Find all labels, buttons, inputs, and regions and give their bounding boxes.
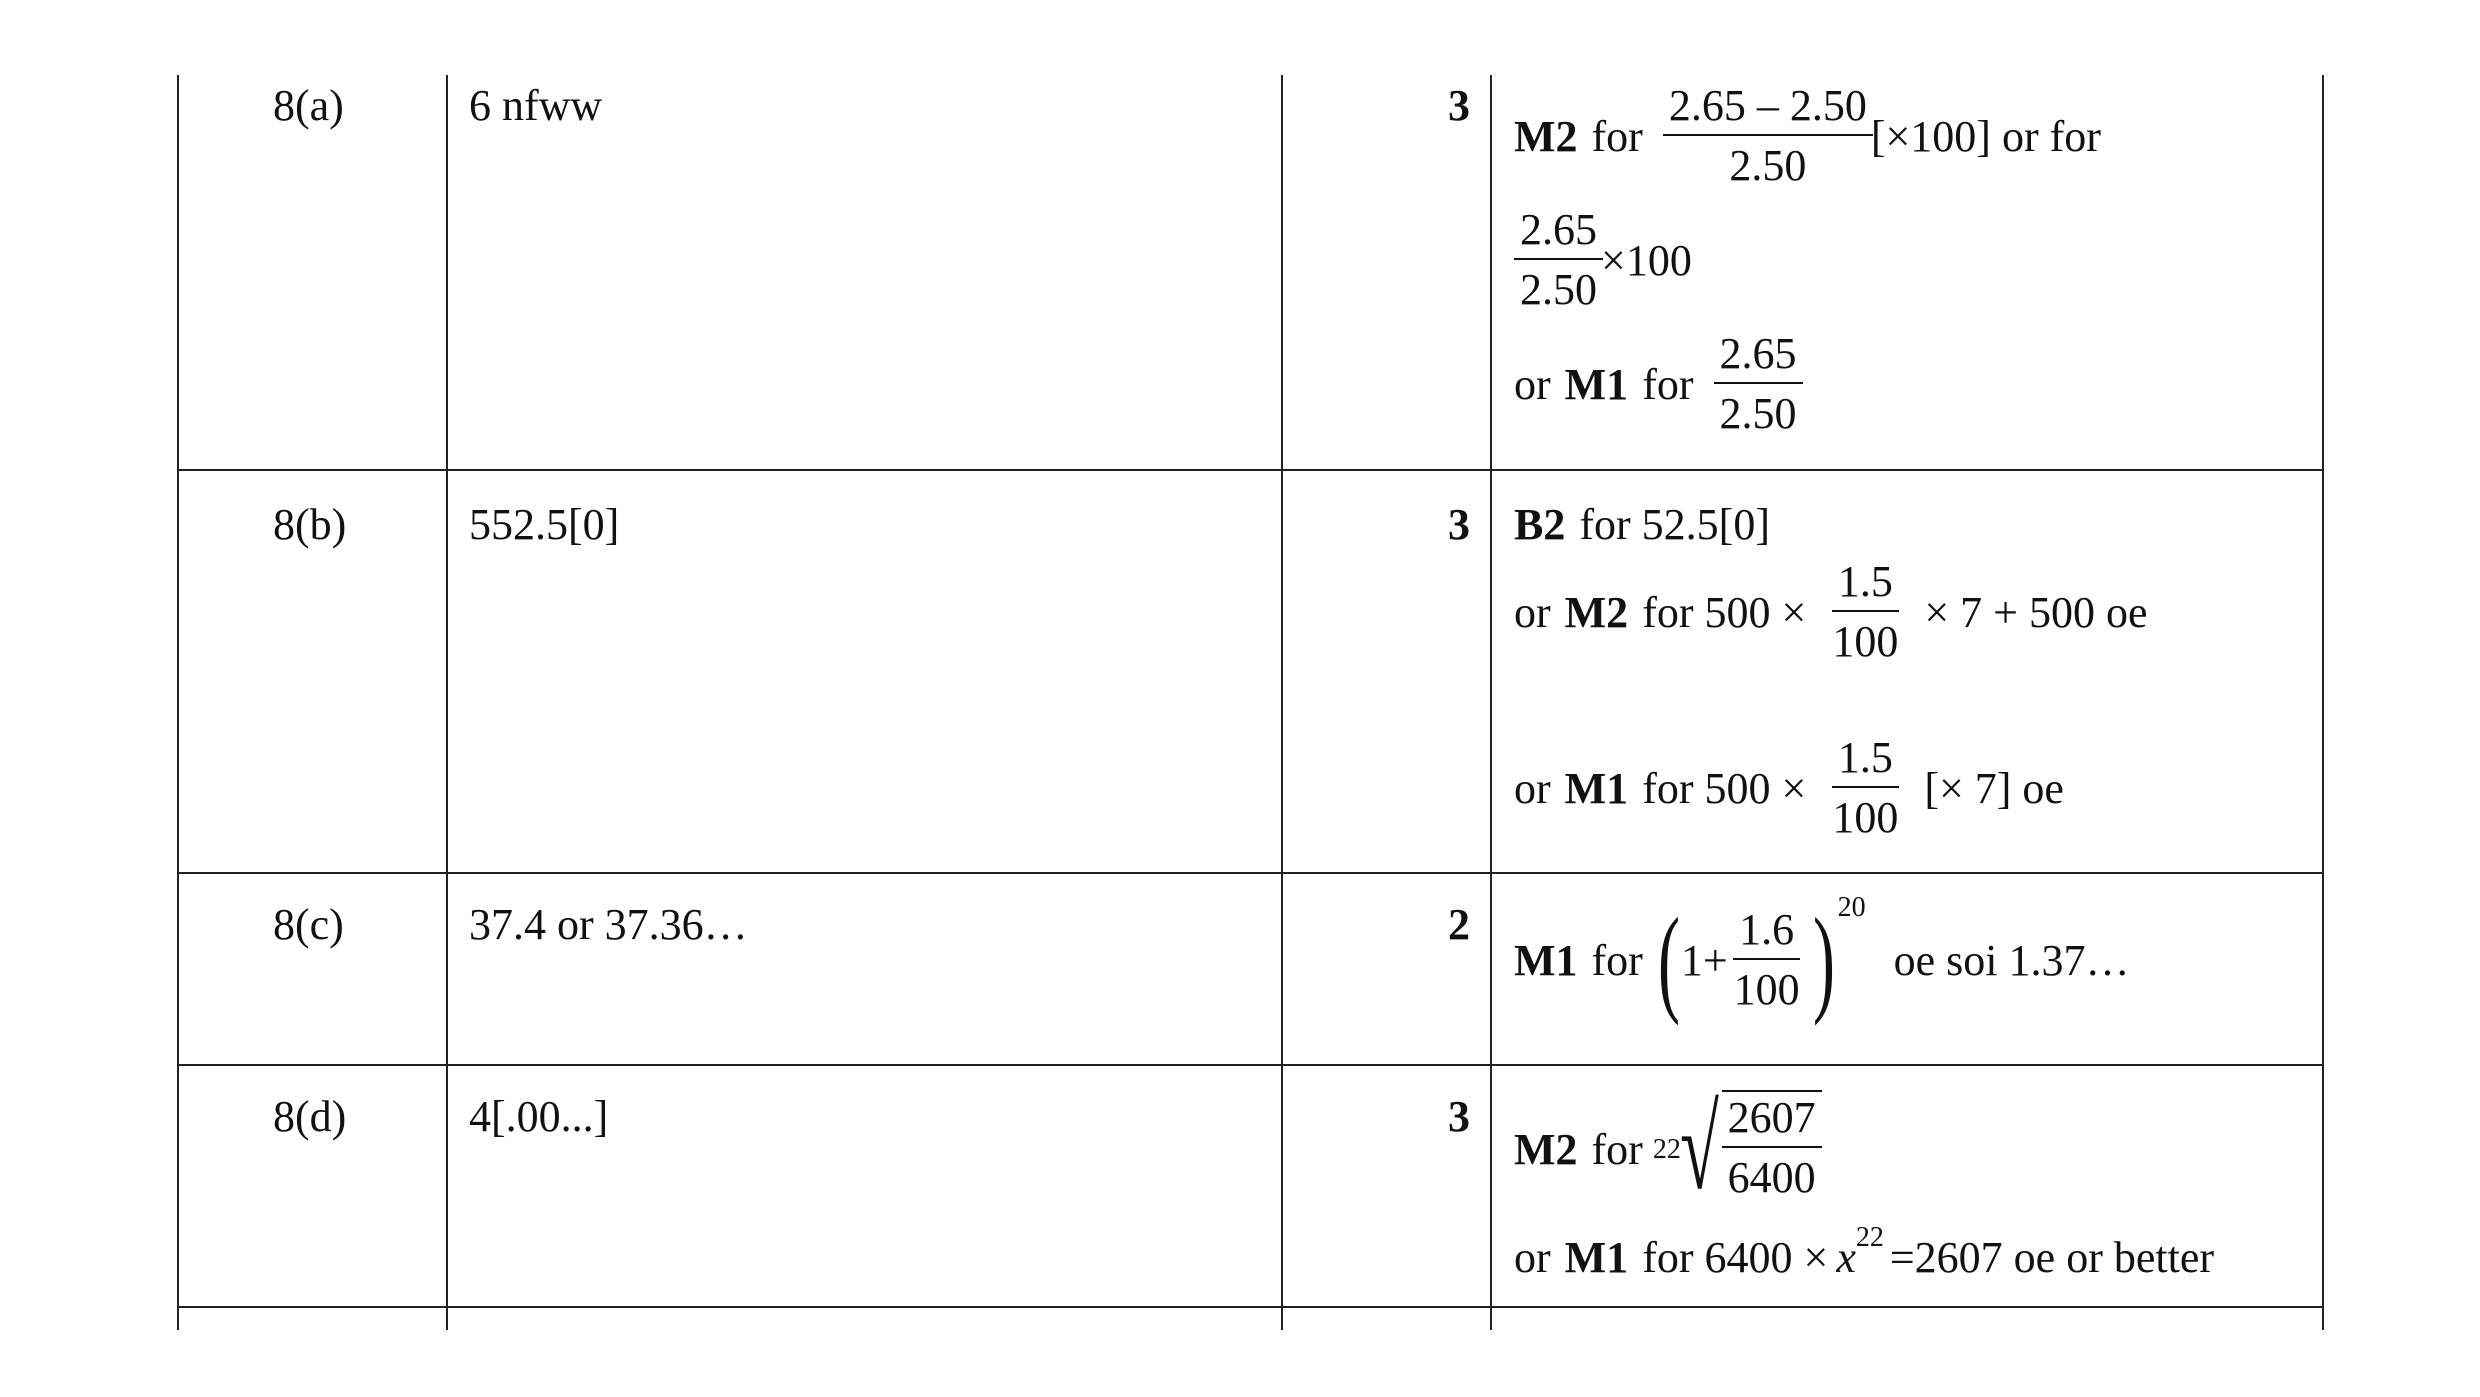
row-divider-1: [177, 469, 2324, 471]
answer-text: 6 nfww: [469, 81, 603, 130]
guidance-text: oe soi 1.37…: [1893, 935, 2130, 985]
guidance-line: [1514, 557, 2148, 666]
method-code: M1: [1564, 763, 1629, 813]
answer-text: 4[.00...]: [469, 1092, 609, 1141]
column-divider-1: [446, 75, 448, 1330]
guidance-text: [× 7] oe: [1924, 763, 2064, 813]
exponent: 22: [1855, 1221, 1884, 1253]
guidance-text: or: [1514, 359, 1551, 409]
radical-sign-icon: √: [1679, 1083, 1719, 1214]
column-divider-2: [1281, 75, 1283, 1330]
fraction-denominator: 100: [1733, 965, 1800, 1014]
guidance-text: or: [1514, 587, 1551, 637]
method-code: M2: [1514, 1124, 1578, 1174]
row-divider-2: [177, 872, 2324, 874]
guidance-text: or: [1514, 1233, 1551, 1282]
guidance-line: [1514, 81, 2101, 190]
guidance-line: [1514, 1083, 1822, 1214]
fraction: [1714, 329, 1803, 438]
guidance-text: =2607 oe or better: [1889, 1233, 2214, 1282]
guidance-text: ×100: [1601, 235, 1692, 285]
fraction: [1728, 905, 1806, 1014]
mark-value: 3: [1448, 1092, 1470, 1141]
fraction-denominator: 2.50: [1729, 141, 1807, 190]
fraction-numerator: 2.65 – 2.50: [1663, 84, 1873, 136]
guidance-text: for: [1591, 111, 1643, 161]
fraction-denominator: 2.50: [1520, 265, 1597, 314]
fraction-denominator: 100: [1832, 617, 1899, 666]
left-parenthesis: (: [1657, 893, 1680, 1026]
variable: x: [1836, 1233, 1856, 1282]
guidance-text: for 500 ×: [1642, 587, 1807, 637]
guidance-text: for: [1642, 359, 1694, 409]
guidance-text: for: [1591, 1124, 1643, 1174]
guidance-line: [1514, 500, 1770, 549]
guidance-line: [1514, 1221, 2214, 1283]
fraction: [1826, 733, 1904, 842]
fraction-denominator: 100: [1832, 793, 1899, 842]
fraction-numerator: 2607: [1722, 1096, 1822, 1148]
question-number: 8(a): [273, 81, 344, 130]
method-code: M1: [1514, 935, 1578, 985]
guidance-text: for 6400 ×: [1642, 1233, 1829, 1282]
guidance-text: 1+: [1680, 935, 1728, 985]
fraction-denominator: 2.50: [1719, 389, 1797, 438]
fraction-numerator: 1.5: [1832, 736, 1899, 788]
right-parenthesis: ): [1812, 893, 1835, 1026]
answer-text: 552.5[0]: [469, 500, 620, 549]
mark-value: 3: [1448, 500, 1470, 549]
method-code: M2: [1564, 587, 1629, 637]
fraction: [1514, 205, 1603, 314]
row-divider-3: [177, 1064, 2324, 1066]
guidance-text: or: [1514, 763, 1551, 813]
mark-value: 2: [1448, 900, 1470, 949]
guidance-line: [1514, 205, 1692, 314]
question-number: 8(d): [273, 1092, 347, 1141]
fraction-denominator: 6400: [1727, 1153, 1816, 1202]
radicand: [1722, 1090, 1822, 1208]
fraction: [1663, 81, 1873, 190]
method-code: M1: [1564, 359, 1629, 409]
question-number: 8(c): [273, 900, 344, 949]
fraction: [1826, 557, 1904, 666]
guidance-text: [×100] or for: [1870, 111, 2101, 161]
root-index: 22: [1652, 1134, 1681, 1165]
question-number: 8(b): [273, 500, 347, 549]
guidance-text: for 52.5[0]: [1579, 500, 1770, 549]
guidance-text: for 500 ×: [1642, 763, 1807, 813]
radical-expression: [1652, 1083, 1822, 1214]
fraction-numerator: 2.65: [1714, 332, 1803, 384]
mark-value: 3: [1448, 81, 1470, 130]
column-divider-3: [1490, 75, 1492, 1330]
guidance-line: [1514, 733, 2064, 842]
method-code: M1: [1564, 1233, 1629, 1282]
fraction-numerator: 1.6: [1733, 908, 1800, 960]
method-code: B2: [1514, 500, 1566, 549]
table-border-right: [2322, 75, 2324, 1330]
exponent: 20: [1837, 892, 1866, 923]
row-divider-4: [177, 1306, 2324, 1308]
answer-text: 37.4 or 37.36…: [469, 900, 748, 949]
fraction-numerator: 2.65: [1514, 208, 1603, 260]
fraction-numerator: 1.5: [1832, 560, 1899, 612]
guidance-text: for: [1591, 935, 1643, 985]
fraction: [1722, 1093, 1822, 1202]
guidance-text: × 7 + 500 oe: [1924, 587, 2148, 637]
table-border-left: [177, 75, 179, 1330]
method-code: M2: [1514, 111, 1578, 161]
guidance-line: [1514, 329, 1809, 438]
guidance-line: [1514, 892, 2130, 1026]
